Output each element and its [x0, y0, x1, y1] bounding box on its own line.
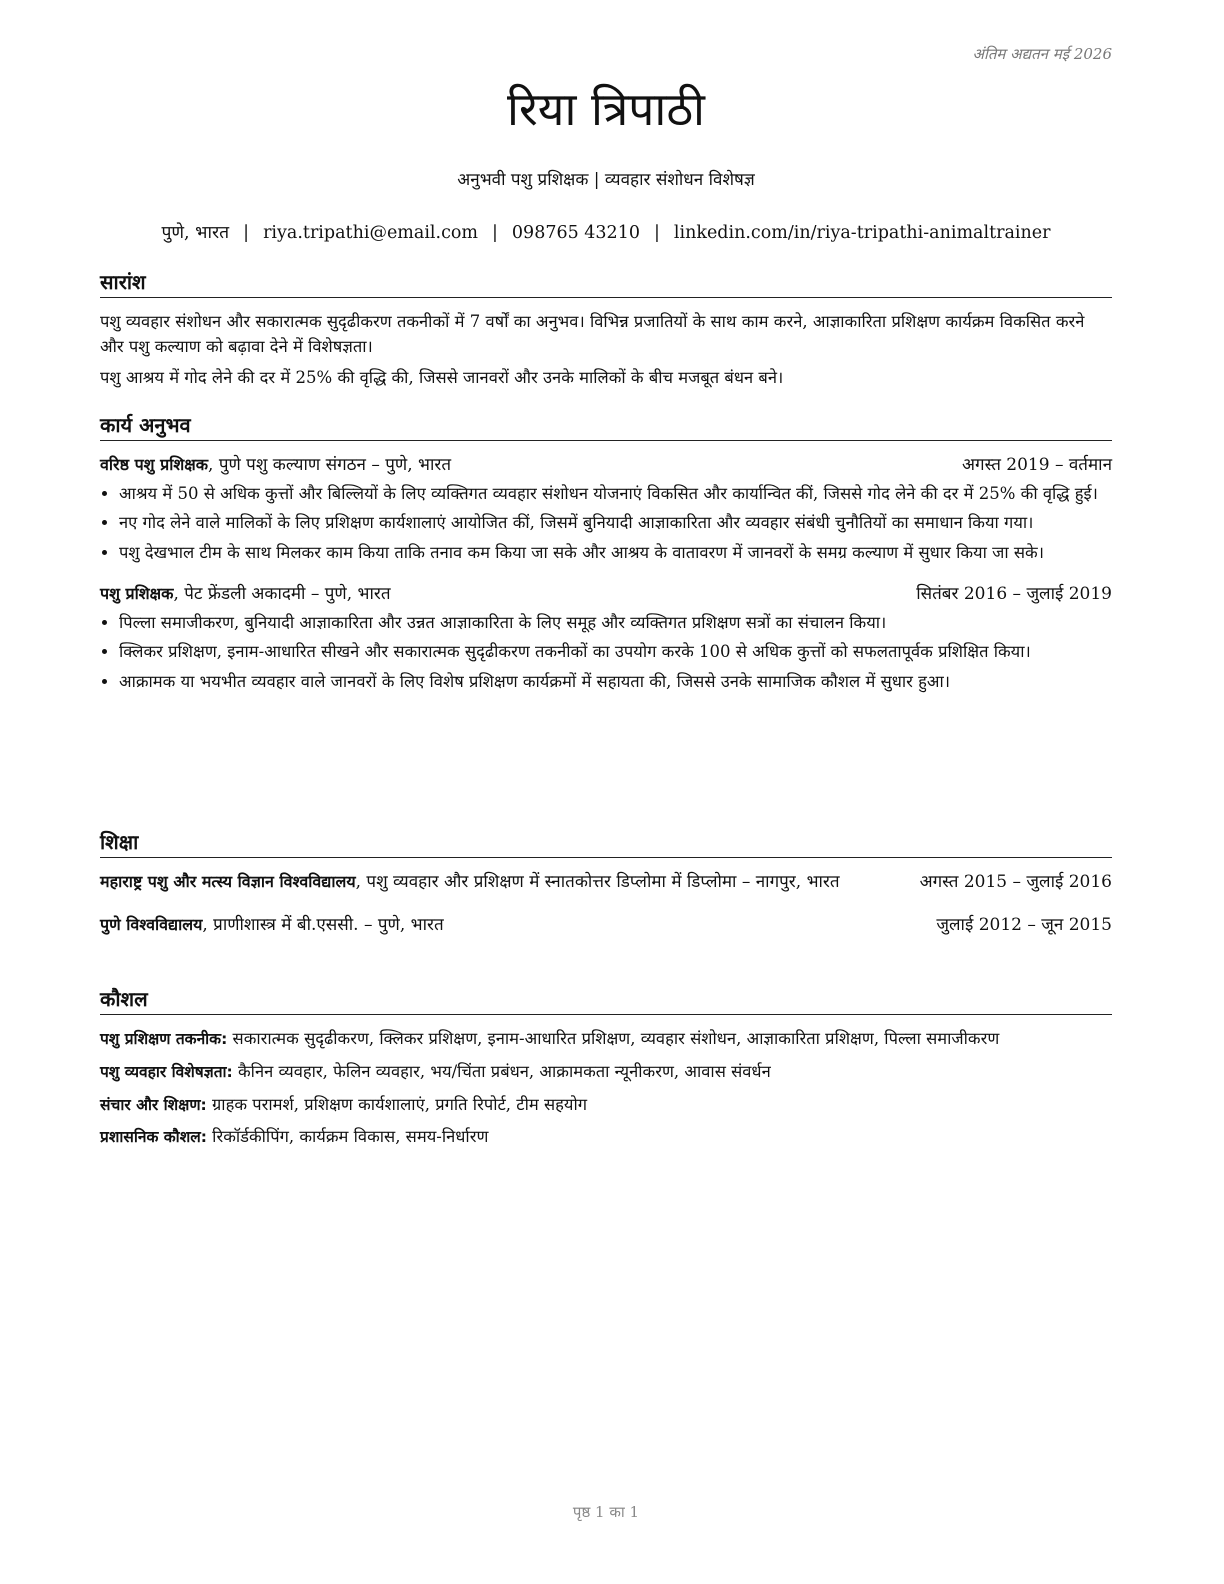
job-entry	[100, 453, 1112, 566]
contact-email[interactable]: riya.tripathi@email.com	[263, 223, 479, 243]
contact-separator: |	[492, 223, 498, 243]
job-title-line	[100, 582, 391, 607]
education-detail: , प्राणीशास्त्र में बी.एससी. – पुणे, भारत	[202, 914, 444, 935]
job-bullet: • आश्रय में 50 से अधिक कुत्तों और बिल्लियों के लिए व्यक्तिगत व्यवहार संशोधन योजनाएं विकसित और कार्यान्वित कीं, जिससे गोद लेने की दर में 25% की वृद्धि हुई।	[119, 482, 1112, 507]
education-entry	[100, 913, 1112, 938]
contact-location: पुणे, भारत	[161, 223, 230, 243]
job-bullet: • पशु देखभाल टीम के साथ मिलकर काम किया ताकि तनाव कम किया जा सके और आश्रय के वातावरण में जानवरों के समग्र कल्याण में सुधार किया जा सके।	[119, 541, 1112, 566]
education-institution: महाराष्ट्र पशु और मत्स्य विज्ञान विश्वविद्यालय	[100, 872, 356, 891]
page-number: पृष्ठ 1 का 1	[572, 1503, 640, 1521]
resume-page	[100, 0, 1112, 1584]
education-date: अगस्त 2015 – जुलाई 2016	[919, 872, 1112, 892]
skill-value: रिकॉर्डकीपिंग, कार्यक्रम विकास, समय-निर्धारण	[206, 1127, 489, 1147]
job-bullets	[100, 611, 1112, 695]
skill-label: पशु व्यवहार विशेषज्ञता:	[100, 1062, 233, 1081]
skill-line	[100, 1060, 1112, 1085]
section-title-skills: कौशल	[100, 987, 1112, 1015]
section-title-summary: सारांश	[100, 270, 1112, 298]
skills-section	[100, 987, 1112, 1158]
skill-label: संचार और शिक्षण:	[100, 1095, 207, 1114]
job-bullet: • पिल्ला समाजीकरण, बुनियादी आज्ञाकारिता और उन्नत आज्ञाकारिता के लिए समूह और व्यक्तिगत प्रशिक्षण सत्रों का संचालन किया।	[119, 611, 1112, 636]
job-bullet: • नए गोद लेने वाले मालिकों के लिए प्रशिक्षण कार्यशालाएं आयोजित कीं, जिसमें बुनियादी आज्ञाकारिता और व्यवहार संबंधी चुनौतियों का समाधान किया गया।	[119, 511, 1112, 536]
education-section	[100, 830, 1112, 937]
skill-line	[100, 1093, 1112, 1118]
section-title-education: शिक्षा	[100, 830, 1112, 858]
summary-section	[100, 270, 1112, 396]
contact-linkedin[interactable]: linkedin.com/in/riya-tripathi-animaltrainer	[673, 223, 1051, 243]
summary-paragraph: पशु व्यवहार संशोधन और सकारात्मक सुदृढीकरण तकनीकों में 7 वर्षों का अनुभव। विभिन्न प्रजातियों के साथ काम करने, आज्ञाकारिता प्रशिक्षण कार्यक्रम विकसित करने और पशु कल्याण को बढ़ावा देने में विशेषज्ञता।	[100, 312, 1085, 356]
job-header	[100, 582, 1112, 607]
job-bullets	[100, 482, 1112, 566]
skill-value: सकारात्मक सुदृढीकरण, क्लिकर प्रशिक्षण, इनाम-आधारित प्रशिक्षण, व्यवहार संशोधन, आज्ञाकारिता प्रशिक्षण, पिल्ला समाजीकरण	[227, 1029, 1000, 1048]
education-entry	[100, 870, 1112, 895]
contact-line	[100, 220, 1112, 244]
job-date: अगस्त 2019 – वर्तमान	[962, 455, 1112, 475]
job-org: , पेट फ्रेंडली अकादमी – पुणे, भारत	[173, 583, 391, 604]
candidate-name: रिया त्रिपाठी	[507, 82, 705, 136]
job-bullet: • क्लिकर प्रशिक्षण, इनाम-आधारित सीखने और सकारात्मक सुदृढीकरण तकनीकों का उपयोग करके 100 से अधिक कुत्तों को सफलतापूर्वक प्रशिक्षित किया।	[119, 640, 1112, 665]
tagline: अनुभवी पशु प्रशिक्षक | व्यवहार संशोधन विशेषज्ञ	[457, 170, 755, 190]
job-bullet: • आक्रामक या भयभीत व्यवहार वाले जानवरों के लिए विशेष प्रशिक्षण कार्यक्रमों में सहायता की, जिससे उनके सामाजिक कौशल में सुधार हुआ।	[119, 670, 1112, 695]
skill-line	[100, 1125, 1112, 1150]
job-role: वरिष्ठ पशु प्रशिक्षक	[100, 455, 209, 474]
skill-value: कैनिन व्यवहार, फेलिन व्यवहार, भय/चिंता प्रबंधन, आक्रामकता न्यूनीकरण, आवास संवर्धन	[232, 1061, 771, 1081]
last-updated: अंतिम अद्यतन मई 2026	[972, 45, 1112, 63]
contact-phone: 098765 43210	[511, 223, 640, 243]
skill-line	[100, 1027, 1112, 1052]
education-title-line	[100, 870, 840, 895]
education-detail: , पशु व्यवहार और प्रशिक्षण में स्नातकोत्तर डिप्लोमा में डिप्लोमा – नागपुर, भारत	[355, 872, 840, 892]
contact-separator: |	[653, 223, 660, 243]
education-institution: पुणे विश्वविद्यालय	[100, 914, 203, 934]
skill-value: ग्राहक परामर्श, प्रशिक्षण कार्यशालाएं, प्रगति रिपोर्ट, टीम सहयोग	[206, 1094, 588, 1114]
job-title-line	[100, 453, 451, 478]
job-header	[100, 453, 1112, 478]
contact-separator: |	[243, 223, 250, 243]
job-entry	[100, 582, 1112, 695]
job-role: पशु प्रशिक्षक	[100, 583, 174, 603]
job-date: सितंबर 2016 – जुलाई 2019	[916, 583, 1112, 604]
section-title-experience: कार्य अनुभव	[100, 413, 1112, 441]
skill-label: पशु प्रशिक्षण तकनीक:	[100, 1030, 228, 1048]
skill-label: प्रशासनिक कौशल:	[100, 1128, 207, 1147]
summary-paragraph: पशु आश्रय में गोद लेने की दर में 25% की वृद्धि की, जिससे जानवरों और उनके मालिकों के बीच मजबूत बंधन बने।	[100, 367, 784, 387]
education-title-line	[100, 913, 444, 938]
experience-section	[100, 413, 1112, 700]
education-date: जुलाई 2012 – जून 2015	[936, 914, 1112, 935]
job-org: , पुणे पशु कल्याण संगठन – पुणे, भारत	[208, 455, 452, 475]
